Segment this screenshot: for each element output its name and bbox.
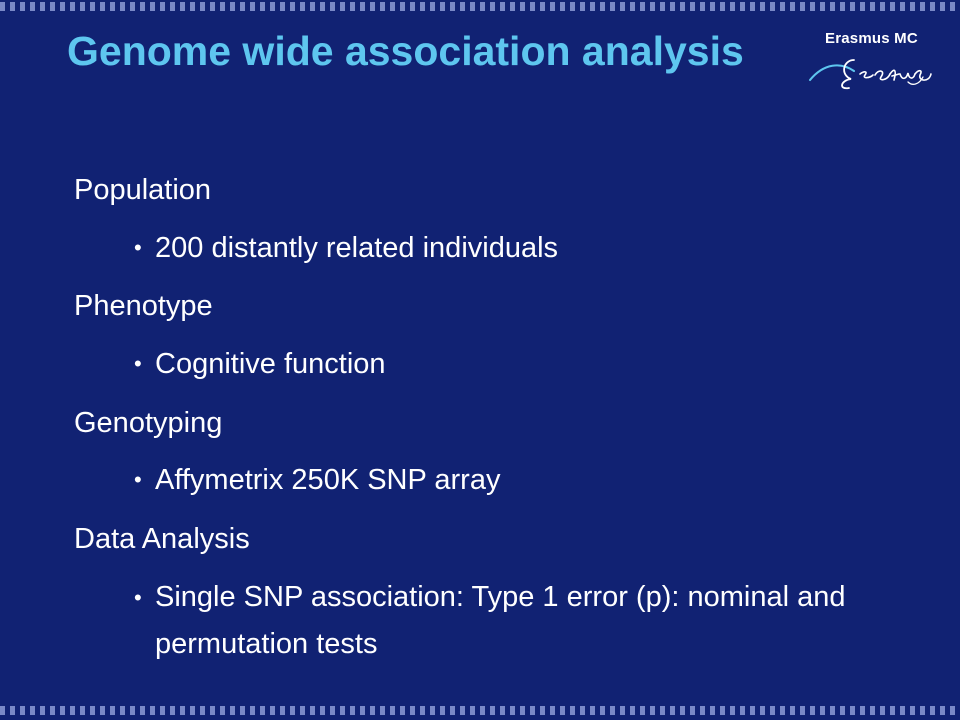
data-analysis-bullet bbox=[134, 574, 874, 668]
bottom-dotted-border bbox=[0, 706, 960, 715]
genotyping-heading: Genotyping bbox=[74, 407, 223, 439]
genotyping-bullet bbox=[134, 456, 874, 504]
genotyping-bullet-text: Affymetrix 250K SNP array bbox=[155, 464, 501, 496]
bullet-icon: • bbox=[134, 585, 142, 610]
phenotype-bullet-text: Cognitive function bbox=[155, 348, 386, 380]
data-analysis-heading: Data Analysis bbox=[74, 523, 250, 555]
bullet-icon: • bbox=[134, 235, 142, 260]
slide-title: Genome wide association analysis bbox=[67, 28, 744, 74]
logo-name: Erasmus MC bbox=[825, 30, 918, 47]
phenotype-bullet bbox=[134, 340, 874, 388]
phenotype-heading: Phenotype bbox=[74, 290, 213, 322]
population-bullet bbox=[134, 224, 874, 272]
population-bullet-text: 200 distantly related individuals bbox=[155, 232, 559, 264]
bullet-icon: • bbox=[134, 351, 142, 376]
bullet-icon: • bbox=[134, 467, 142, 492]
population-heading: Population bbox=[74, 174, 212, 206]
data-analysis-bullet-text: Single SNP association: Type 1 error (p): nominal and permutation tests bbox=[155, 581, 846, 660]
